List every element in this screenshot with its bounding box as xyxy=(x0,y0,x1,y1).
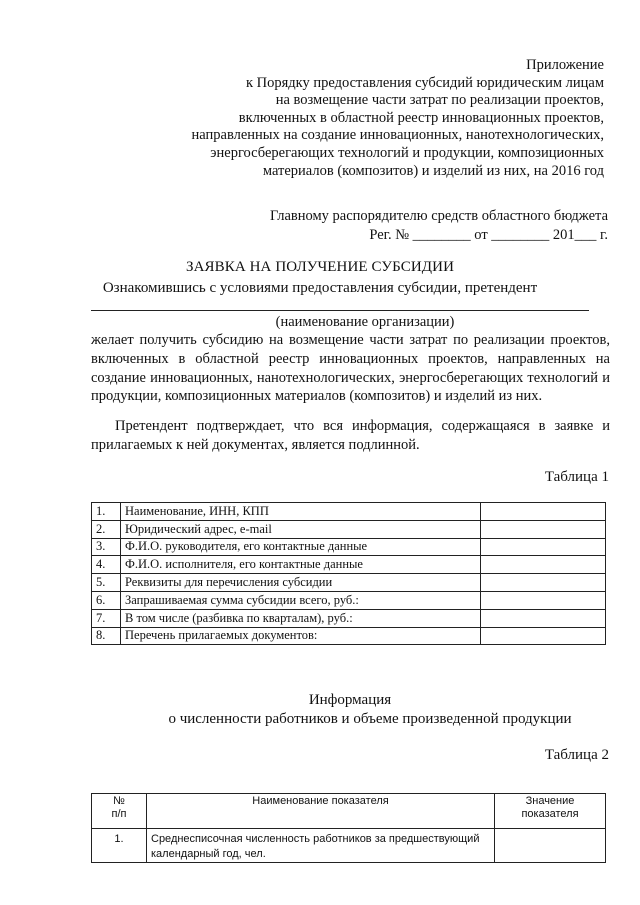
row-number: 1. xyxy=(92,829,147,863)
appendix-line: энергосберегающих технологий и продукции, композиционных xyxy=(210,144,604,161)
table-row xyxy=(92,520,606,538)
row-label: Реквизиты для перечисления субсидии xyxy=(121,574,481,592)
appendix-line: на возмещение части затрат по реализации проектов, xyxy=(275,92,604,109)
row-value-cell xyxy=(481,503,606,521)
recipient-block xyxy=(188,207,608,245)
row-value-cell xyxy=(481,538,606,556)
header-value-text: Значение показателя xyxy=(521,795,579,820)
row-value-cell xyxy=(481,609,606,627)
row-value-cell xyxy=(481,627,606,645)
appendix-line: Приложение xyxy=(526,57,604,73)
row-number: 7. xyxy=(92,609,121,627)
row-number: 5. xyxy=(92,574,121,592)
employees-production-table xyxy=(91,793,606,863)
row-label: Наименование, ИНН, КПП xyxy=(121,503,481,521)
table-header-row xyxy=(92,794,606,829)
appendix-line: включенных в областной реестр инновационных проектов, xyxy=(238,109,604,126)
row-number: 1. xyxy=(92,503,121,521)
intro-text: Ознакомившись с условиями предоставления субсидии, претендент xyxy=(102,280,538,296)
table-row xyxy=(92,556,606,574)
row-label: Среднесписочная численность работников за предшествующий календарный год, чел. xyxy=(147,829,495,863)
table-row xyxy=(92,574,606,592)
table-row xyxy=(92,503,606,521)
recipient-line: Главному распорядителю средств областного бюджета xyxy=(269,208,608,224)
appendix-line: к Порядку предоставления субсидий юридическим лицам xyxy=(245,74,604,91)
table-row xyxy=(92,538,606,556)
row-label: Запрашиваемая сумма субсидии всего, руб.: xyxy=(121,591,481,609)
row-value-cell xyxy=(481,574,606,592)
table1-label: Таблица 1 xyxy=(544,469,609,485)
row-number: 6. xyxy=(92,591,121,609)
row-number: 2. xyxy=(92,520,121,538)
row-label: Перечень прилагаемых документов: xyxy=(121,627,481,645)
header-number-text: № п/п xyxy=(111,795,127,820)
organization-caption: (наименование организации) xyxy=(275,314,455,330)
row-value-cell xyxy=(481,591,606,609)
table-row xyxy=(92,627,606,645)
application-paragraph: желает получить субсидию на возмещение части затрат по реализации проектов, включенных в областной реестр инновационных проектов, направленных на создание инновационных, нанотехнологических, энергосберегающих технологий и продукции, композиционных материалов (композитов) и изделий из них. xyxy=(91,332,610,405)
organization-name-line xyxy=(91,310,589,311)
row-value-cell xyxy=(495,829,606,863)
table2-label: Таблица 2 xyxy=(544,747,609,763)
confirmation-paragraph: Претендент подтверждает, что вся информация, содержащаяся в заявке и прилагаемых к ней документах, является подлинной. xyxy=(91,418,610,453)
header-indicator-name: Наименование показателя xyxy=(147,794,495,829)
row-value-cell xyxy=(481,520,606,538)
row-label: Ф.И.О. исполнителя, его контактные данные xyxy=(121,556,481,574)
info-heading: Информация xyxy=(308,692,392,708)
row-number: 3. xyxy=(92,538,121,556)
table-row xyxy=(92,609,606,627)
row-label: В том числе (разбивка по кварталам), руб.: xyxy=(121,609,481,627)
header-number xyxy=(92,794,147,829)
row-number: 8. xyxy=(92,627,121,645)
appendix-header xyxy=(144,57,604,180)
row-label: Ф.И.О. руководителя, его контактные данные xyxy=(121,538,481,556)
table-row xyxy=(92,829,606,863)
appendix-line: направленных на создание инновационных, нанотехнологических, xyxy=(191,127,604,144)
table-row xyxy=(92,591,606,609)
document-title: ЗАЯВКА НА ПОЛУЧЕНИЕ СУБСИДИИ xyxy=(185,259,455,275)
info-subheading: о численности работников и объеме произведенной продукции xyxy=(168,711,572,727)
row-number: 4. xyxy=(92,556,121,574)
header-indicator-value xyxy=(495,794,606,829)
appendix-line: материалов (композитов) и изделий из них, на 2016 год xyxy=(262,162,604,179)
applicant-info-table xyxy=(91,502,606,645)
row-label: Юридический адрес, e-mail xyxy=(121,520,481,538)
row-value-cell xyxy=(481,556,606,574)
registration-line: Рег. № ________ от ________ 201___ г. xyxy=(369,227,608,243)
